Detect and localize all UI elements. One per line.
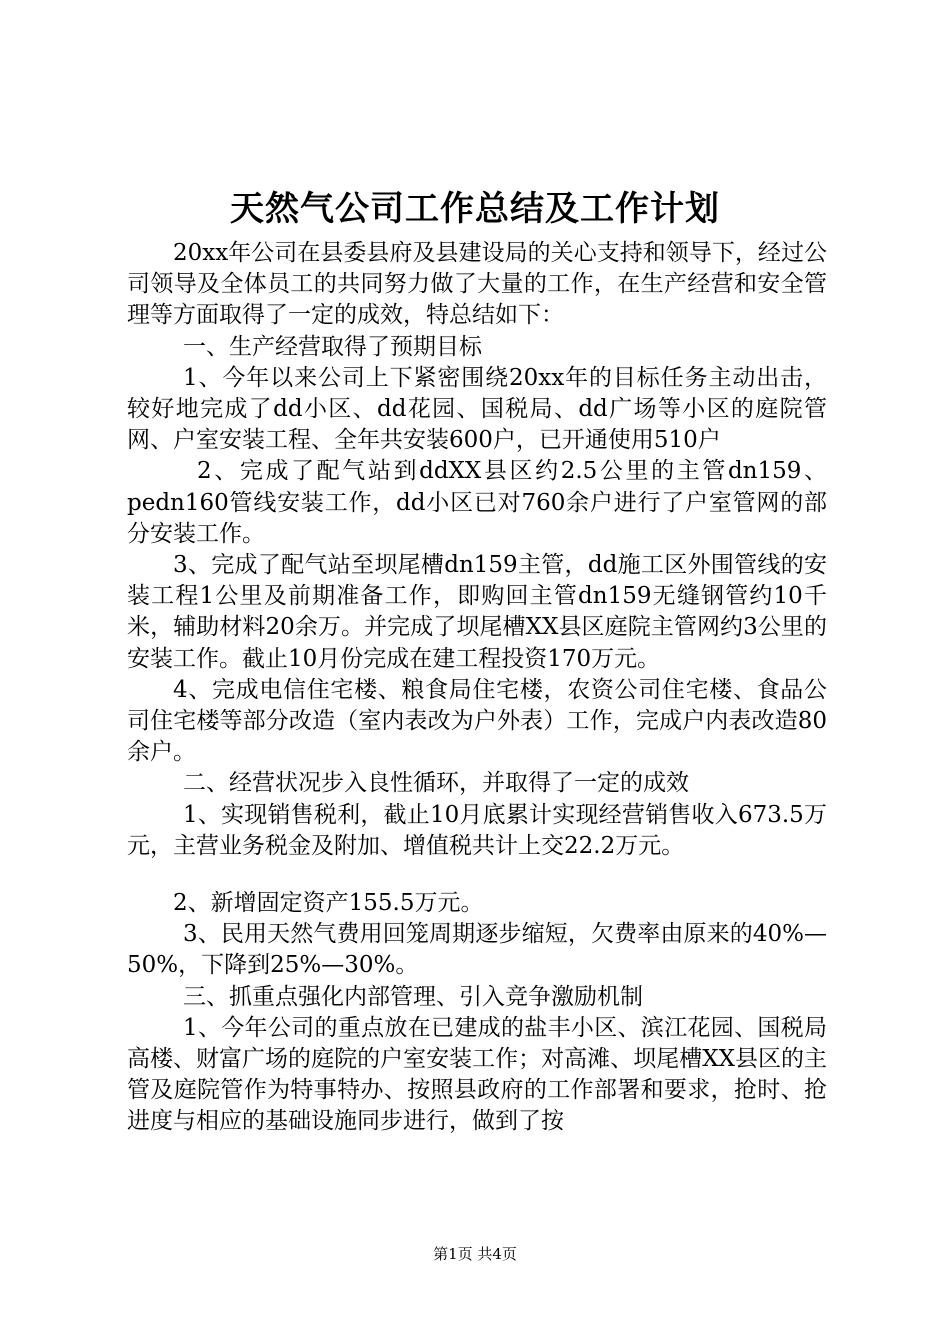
paragraph-item: 1、今年公司的重点放在已建成的盐丰小区、滨江花园、国税局高楼、财富广场的庭院的户室安装工作；对高滩、坝尾槽XX县区的主管及庭院管作为特事特办、按照县政府的工作部署和要求，抢时、抢进度与相应的基础设施同步进行，做到了按 <box>127 1014 827 1135</box>
paragraph-item: 1、实现销售税利，截止10月底累计实现经营销售收入673.5万元，主营业务税金及附加、增值税共计上交22.2万元。 <box>127 801 827 859</box>
page-number-footer: 第1页 共4页 <box>433 1245 517 1263</box>
paragraph-item: 4、完成电信住宅楼、粮食局住宅楼，农资公司住宅楼、食品公司住宅楼等部分改造（室内表改为户外表）工作，完成户内表改造80余户。 <box>127 676 827 766</box>
paragraph-item: 2、完成了配气站到ddXX县区约2.5公里的主管dn159、pedn160管线安装工作，dd小区已对760余户进行了户室管网的部分安装工作。 <box>127 458 827 547</box>
section-heading-1: 一、生产经营取得了预期目标 <box>183 333 482 360</box>
section-heading-3: 三、抓重点强化内部管理、引入竞争激励机制 <box>183 983 643 1010</box>
paragraph-item: 3、民用天然气费用回笼周期逐步缩短，欠费率由原来的40%—50%，下降到25%—30%。 <box>127 921 827 979</box>
document-title: 天然气公司工作总结及工作计划 <box>230 189 720 229</box>
paragraph-intro: 20xx年公司在县委县府及县建设局的关心支持和领导下，经过公司领导及全体员工的共同努力做了大量的工作，在生产经营和安全管理等方面取得了一定的成效，特总结如下： <box>127 240 827 329</box>
paragraph-item: 2、新增固定资产155.5万元。 <box>173 890 484 917</box>
document-body <box>127 238 827 1138</box>
paragraph-item: 3、完成了配气站至坝尾槽dn159主管，dd施工区外围管线的安装工程1公里及前期准备工作，即购回主管dn159无缝钢管约10千米，辅助材料20余万。并完成了坝尾槽XX县区庭院主管网约3公里的安装工作。截止10月份完成在建工程投资170万元。 <box>127 552 827 672</box>
paragraph-item: 1、今年以来公司上下紧密围绕20xx年的目标任务主动出击，较好地完成了dd小区、dd花园、国税局、dd广场等小区的庭院管网、户室安装工程、全年共安装600户，已开通使用510户 <box>127 364 827 454</box>
section-heading-2: 二、经营状况步入良性循环，并取得了一定的成效 <box>183 770 689 797</box>
